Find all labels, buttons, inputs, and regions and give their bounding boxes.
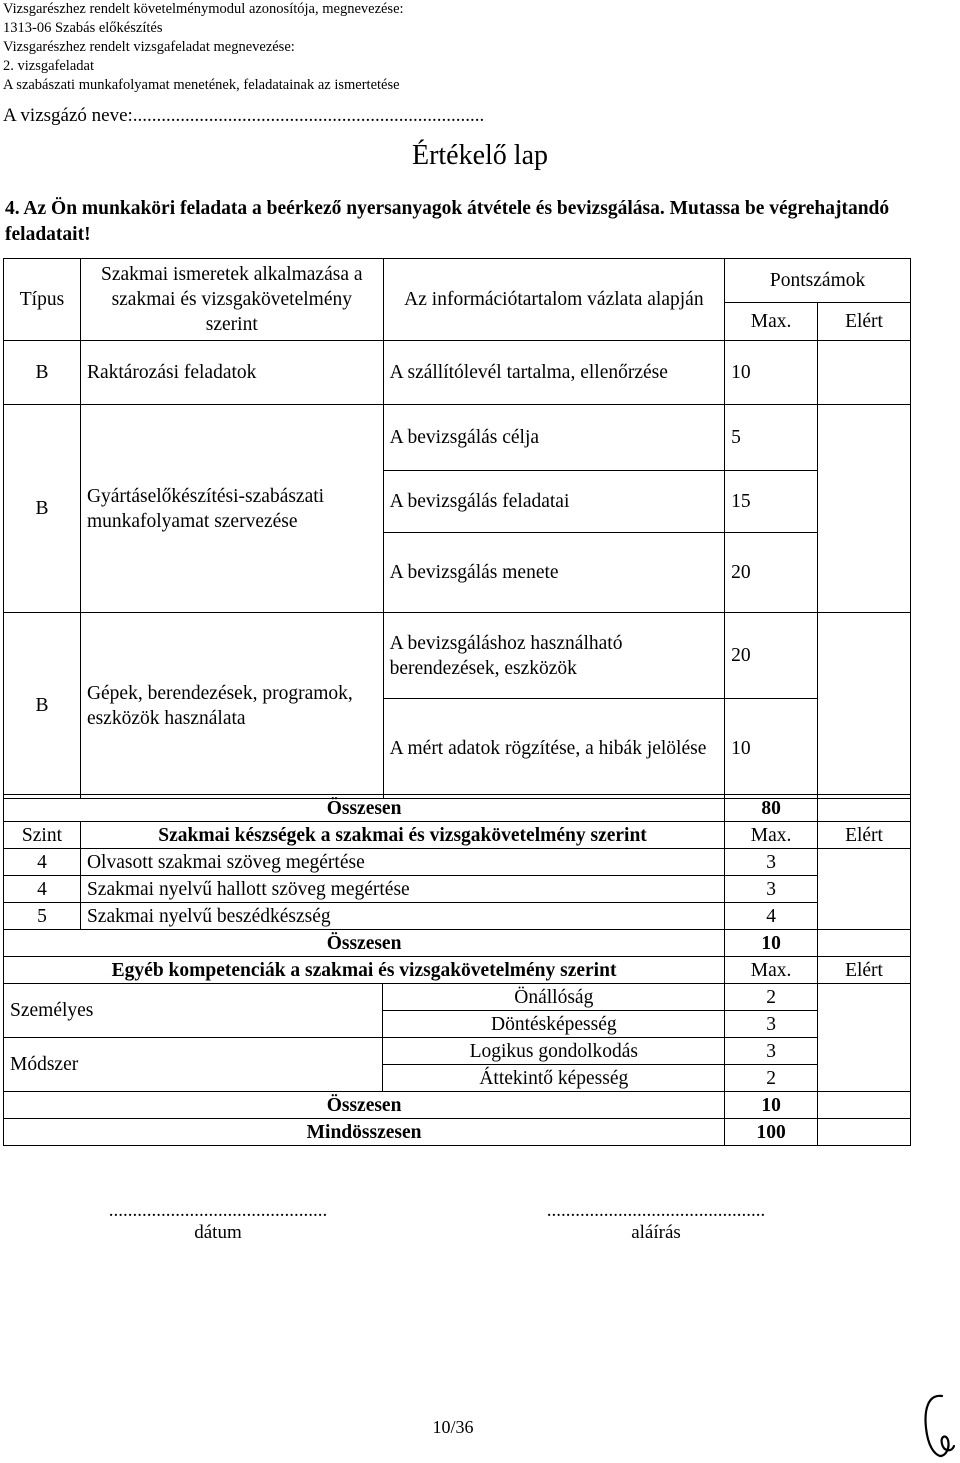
row-max: 2: [725, 984, 818, 1011]
total-label: Összesen: [4, 930, 725, 957]
signature-dots: ..............................................: [546, 1200, 766, 1221]
col-level-header: Szint: [4, 822, 81, 849]
row-level: 4: [4, 876, 81, 903]
total-value: 10: [725, 930, 818, 957]
table-row: [4, 1092, 911, 1119]
col-achieved-header: Elért: [818, 957, 911, 984]
total-value: 80: [725, 795, 818, 822]
row-item: Döntésképesség: [383, 1011, 725, 1038]
table-row: [4, 1038, 911, 1065]
row-type: B: [4, 341, 81, 405]
row-type: B: [4, 613, 81, 799]
row-item: A bevizsgáláshoz használható berendezések, eszközök: [383, 613, 725, 699]
total-achieved[interactable]: [818, 795, 911, 822]
row-item: A bevizsgálás feladatai: [383, 471, 725, 533]
table-row: [4, 822, 911, 849]
row-achieved[interactable]: [818, 613, 911, 799]
table-row: [4, 405, 911, 471]
row-item: A mért adatok rögzítése, a hibák jelölése: [383, 699, 725, 799]
row-level: 5: [4, 903, 81, 930]
row-achieved[interactable]: [818, 341, 911, 405]
header-line: 2. vizsgafeladat: [3, 58, 94, 74]
table-row: [4, 876, 911, 903]
row-skill: Szakmai nyelvű hallott szöveg megértése: [80, 876, 724, 903]
row-skill: Szakmai nyelvű beszédkészség: [80, 903, 724, 930]
col-points-header: Pontszámok: [725, 259, 911, 303]
skills-table: [3, 794, 911, 1146]
row-type: B: [4, 405, 81, 613]
col-max-header: Max.: [725, 822, 818, 849]
total-achieved[interactable]: [818, 1092, 911, 1119]
row-item: Logikus gondolkodás: [383, 1038, 725, 1065]
row-achieved[interactable]: [818, 405, 911, 613]
col-max-header: Max.: [725, 957, 818, 984]
row-max: 15: [725, 471, 818, 533]
table-row: [4, 984, 911, 1011]
page-title: Értékelő lap: [411, 140, 549, 171]
row-item: A szállítólevél tartalma, ellenőrzése: [383, 341, 725, 405]
col-achieved-header: Elért: [818, 303, 911, 341]
row-max: 20: [725, 533, 818, 613]
col-achieved-header: Elért: [818, 822, 911, 849]
row-max: 10: [725, 699, 818, 799]
date-block: [88, 1200, 348, 1244]
col-type-header: Típus: [4, 259, 81, 341]
table-row: [4, 795, 911, 822]
signature-block: [526, 1200, 786, 1244]
row-max: 3: [725, 1011, 818, 1038]
row-item: A bevizsgálás menete: [383, 533, 725, 613]
header-line: Vizsgarészhez rendelt követelménymodul azonosítója, megnevezése:: [3, 1, 404, 17]
row-max: 3: [725, 1038, 818, 1065]
row-max: 2: [725, 1065, 818, 1092]
knowledge-table: [3, 258, 911, 799]
date-dots: ..............................................: [108, 1200, 328, 1221]
row-achieved[interactable]: [818, 849, 911, 930]
col-outline-header: Az információtartalom vázlata alapján: [383, 259, 725, 341]
row-topic: Gyártáselőkészítési-szabászati munkafolyamat szervezése: [80, 405, 383, 613]
grand-total-value: 100: [725, 1119, 818, 1146]
row-achieved[interactable]: [818, 984, 911, 1092]
total-achieved[interactable]: [818, 930, 911, 957]
header-line: A szabászati munkafolyamat menetének, feladatainak az ismertetése: [3, 77, 400, 93]
task-text: 4. Az Ön munkaköri feladata a beérkező nyersanyagok átvétele és bevizsgálása. Mutassa be végrehajtandó feladatait!: [5, 198, 890, 245]
row-group: Módszer: [4, 1038, 383, 1092]
row-skill: Olvasott szakmai szöveg megértése: [80, 849, 724, 876]
row-item: Áttekintő képesség: [383, 1065, 725, 1092]
grand-total-achieved[interactable]: [818, 1119, 911, 1146]
table-row: [4, 1119, 911, 1146]
initials-mark: [918, 1390, 956, 1460]
row-max: 10: [725, 341, 818, 405]
row-max: 3: [725, 849, 818, 876]
header-line: Vizsgarészhez rendelt vizsgafeladat megnevezése:: [3, 39, 295, 55]
total-value: 10: [725, 1092, 818, 1119]
row-max: 20: [725, 613, 818, 699]
date-label: dátum: [194, 1222, 242, 1243]
row-max: 4: [725, 903, 818, 930]
row-item: Önállóság: [383, 984, 725, 1011]
signature-label: aláírás: [631, 1222, 681, 1243]
row-group: Személyes: [4, 984, 383, 1038]
row-item: A bevizsgálás célja: [383, 405, 725, 471]
table-row: [4, 613, 911, 699]
total-label: Összesen: [4, 1092, 725, 1119]
row-max: 3: [725, 876, 818, 903]
grand-total-label: Mindösszesen: [4, 1119, 725, 1146]
row-topic: Gépek, berendezések, programok, eszközök használata: [80, 613, 383, 799]
table-row: [4, 903, 911, 930]
document-header: [3, 0, 404, 95]
page-number: 10/36: [432, 1417, 474, 1437]
table-row: [4, 957, 911, 984]
row-max: 5: [725, 405, 818, 471]
col-max-header: Max.: [725, 303, 818, 341]
col-skills-header: Szakmai készségek a szakmai és vizsgakövetelmény szerint: [80, 822, 724, 849]
row-level: 4: [4, 849, 81, 876]
candidate-name-line: A vizsgázó neve:..........................................................................: [3, 105, 485, 126]
col-knowledge-header: Szakmai ismeretek alkalmazása a szakmai és vizsgakövetelmény szerint: [80, 259, 383, 341]
header-line: 1313-06 Szabás előkészítés: [3, 20, 163, 36]
table-row: [4, 930, 911, 957]
table-row: [4, 341, 911, 405]
table-row: [4, 849, 911, 876]
col-other-header: Egyéb kompetenciák a szakmai és vizsgakövetelmény szerint: [4, 957, 725, 984]
row-topic: Raktározási feladatok: [80, 341, 383, 405]
total-label: Összesen: [4, 795, 725, 822]
